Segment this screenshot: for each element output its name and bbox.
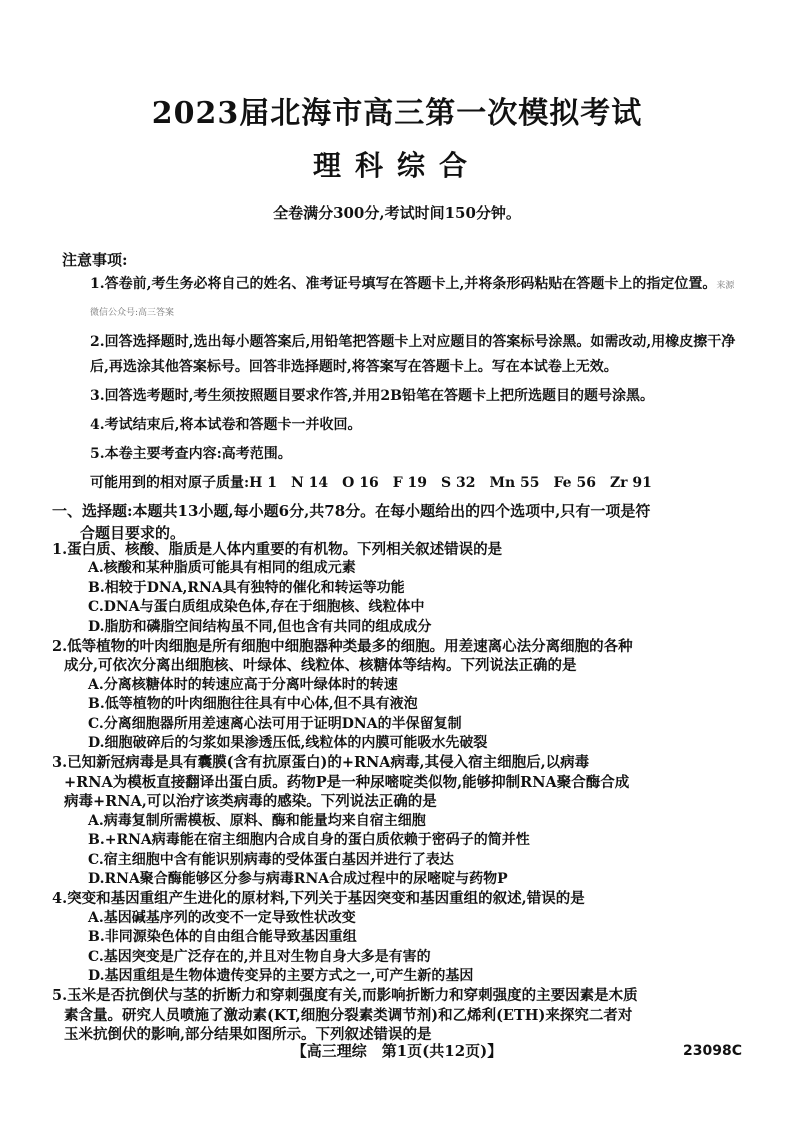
- question-4: [52, 889, 742, 986]
- notice-item: [90, 442, 740, 467]
- answer-option: D.基因重组是生物体遗传变异的主要方式之一,可产生新的基因: [88, 967, 474, 984]
- notice-number: 3.: [90, 388, 105, 404]
- answer-option: B.相较于DNA,RNA具有独特的催化和转运等功能: [88, 579, 405, 596]
- question-stem-text: 4.突变和基因重组产生进化的原材料,下列关于基因突变和基因重组的叙述,错误的是: [52, 890, 585, 908]
- section-heading: [52, 500, 742, 544]
- notice-number: 2.: [90, 334, 105, 350]
- question-stem-text: 成分,可依次分离出细胞核、叶绿体、线粒体、核糖体等结构。下列说法正确的是: [64, 657, 577, 675]
- question-2: [52, 637, 742, 753]
- question-stem-line: [52, 656, 742, 675]
- notice-heading: 注意事项:: [62, 251, 128, 269]
- answer-option: C.基因突变是广泛存在的,并且对生物自身大多是有害的: [88, 948, 431, 965]
- exam-code: 23098C: [683, 1043, 742, 1059]
- notice-item: [90, 272, 740, 326]
- question-stem-line: [52, 986, 742, 1005]
- question-stem-line: [52, 753, 742, 772]
- notice-text: 回答选择题时,选出每小题答案后,用铅笔把答题卡上对应题目的答案标号涂黑。如需改动,用橡皮擦干净后,再选涂其他答案标号。回答非选择题时,将答案写在答题卡上。写在本试卷上无效。: [90, 334, 736, 375]
- notice-item: [90, 413, 740, 438]
- question-stem-line: [52, 637, 742, 656]
- notice-text: 考试结束后,将本试卷和答题卡一并收回。: [104, 417, 362, 433]
- answer-option: B.低等植物的叶肉细胞往往具有中心体,但不具有液泡: [88, 696, 418, 713]
- question-stem-line: [52, 1006, 742, 1025]
- question-stem-text: 素含量。研究人员喷施了激动素(KT,细胞分裂素类调节剂)和乙烯利(ETH)来探究二者对: [64, 1006, 633, 1024]
- answer-option: D.细胞破碎后的匀浆如果渗透压低,线粒体的内膜可能吸水先破裂: [88, 735, 488, 752]
- question-stem-line: [52, 540, 742, 559]
- section-heading-line: 一、选择题:本题共13小题,每小题6分,共78分。在每小题给出的四个选项中,只有一项是符: [52, 502, 651, 520]
- notice-list: [90, 272, 740, 496]
- answer-option: C.DNA与蛋白质组成染色体,存在于细胞核、线粒体中: [88, 599, 425, 616]
- notice-source: 来源微信公众号:高三答案: [90, 281, 735, 318]
- question-stem-line: [52, 792, 742, 811]
- exam-title: 2023届北海市高三第一次模拟考试: [151, 96, 643, 131]
- question-stem-text: 2.低等植物的叶肉细胞是所有细胞中细胞器种类最多的细胞。用差速离心法分离细胞的各种: [52, 638, 633, 656]
- notice-item: [90, 330, 740, 380]
- answer-option: A.基因碱基序列的改变不一定导致性状改变: [88, 909, 356, 926]
- exam-subject: 理科综合: [312, 149, 481, 182]
- answer-option: C.分离细胞器所用差速离心法可用于证明DNA的半保留复制: [88, 715, 462, 732]
- question-stem-line: [52, 773, 742, 792]
- atomic-mass-line: 可能用到的相对原子质量:H 1 N 14 O 16 F 19 S 32 Mn 55 Fe 56 Zr 91: [90, 475, 652, 491]
- question-list: [52, 540, 742, 1045]
- notice-text: 回答选考题时,考生须按照题目要求作答,并用2B铅笔在答题卡上把所选题目的题号涂黑。: [104, 388, 654, 404]
- exam-meta: 全卷满分300分,考试时间150分钟。: [273, 204, 521, 222]
- question-stem-text: 3.已知新冠病毒是具有囊膜(含有抗原蛋白)的+RNA病毒,其侵入宿主细胞后,以病毒: [52, 754, 590, 772]
- question-5: [52, 986, 742, 1044]
- answer-option: D.脂肪和磷脂空间结构虽不同,但也含有共同的组成成分: [88, 618, 432, 635]
- answer-option: A.分离核糖体时的转速应高于分离叶绿体时的转速: [88, 676, 398, 693]
- question-stem-text: 1.蛋白质、核酸、脂质是人体内重要的有机物。下列相关叙述错误的是: [52, 541, 503, 558]
- notice-number: 4.: [90, 417, 105, 433]
- answer-option: B.非同源染色体的自由组合能导致基因重组: [88, 929, 357, 946]
- page-footer: [0, 1038, 794, 1064]
- question-stem-text: 玉米抗倒伏的影响,部分结果如图所示。下列叙述错误的是: [64, 1026, 432, 1044]
- question-stem-text: 病毒+RNA,可以治疗该类病毒的感染。下列说法正确的是: [64, 793, 437, 811]
- answer-option: C.宿主细胞中含有能识别病毒的受体蛋白基因并进行了表达: [88, 851, 454, 868]
- answer-option: B.+RNA病毒能在宿主细胞内合成自身的蛋白质依赖于密码子的简并性: [88, 832, 530, 849]
- notice-text: 本卷主要考查内容:高考范围。: [104, 446, 292, 462]
- question-1: [52, 540, 742, 637]
- section-heading-line: 合题目要求的。: [80, 524, 186, 542]
- answer-option: A.核酸和某种脂质可能具有相同的组成元素: [88, 560, 356, 577]
- notice-number: 5.: [90, 446, 105, 462]
- notice-number: 1.: [90, 276, 105, 292]
- answer-option: A.病毒复制所需模板、原料、酶和能量均来自宿主细胞: [88, 812, 426, 829]
- question-stem-text: 5.玉米是否抗倒伏与茎的折断力和穿刺强度有关,而影响折断力和穿刺强度的主要因素是木质: [52, 987, 638, 1005]
- notice-item: [90, 384, 740, 409]
- question-stem-text: +RNA为模板直接翻译出蛋白质。药物P是一种尿嘧啶类似物,能够抑制RNA聚合酶合成: [64, 773, 630, 791]
- answer-option: D.RNA聚合酶能够区分参与病毒RNA合成过程中的尿嘧啶与药物P: [88, 870, 508, 887]
- notice-text: 答卷前,考生务必将自己的姓名、准考证号填写在答题卡上,并将条形码粘贴在答题卡上的指定位置。: [104, 276, 717, 292]
- question-3: [52, 753, 742, 889]
- question-stem-line: [52, 889, 742, 908]
- page-number-label: 【高三理综 第1页(共12页)】: [291, 1042, 503, 1060]
